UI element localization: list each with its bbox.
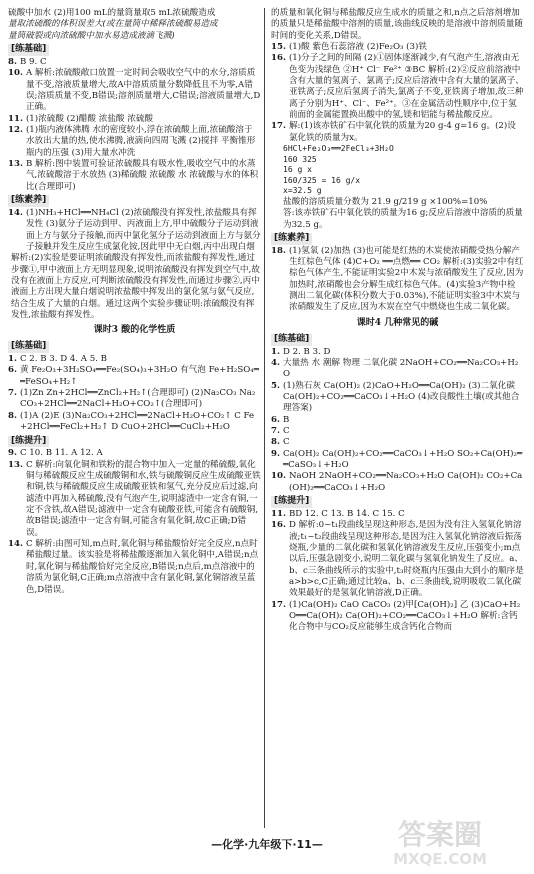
answer-number: 16. xyxy=(271,520,286,531)
answer-item xyxy=(8,411,261,434)
answer-item xyxy=(271,449,524,472)
answer-number: 13. xyxy=(8,159,23,169)
answer-number: 1. xyxy=(271,346,280,357)
answer-item xyxy=(271,121,524,144)
answer-number: 18. xyxy=(271,245,286,256)
answer-text: C xyxy=(282,425,290,436)
answer-number: 13. xyxy=(8,459,23,470)
answer-item xyxy=(8,365,261,388)
answer-number: 17. xyxy=(271,121,286,132)
left-intro xyxy=(8,8,261,42)
section-label: [练基础] xyxy=(8,341,49,353)
answer-list xyxy=(8,354,261,433)
answer-item xyxy=(271,42,524,53)
answer-item xyxy=(8,57,261,68)
answer-item xyxy=(271,437,524,448)
answer-number: 9. xyxy=(271,448,280,459)
text-line: 量取浓硫酸的体积误差大(或在量筒中稀释浓硫酸易造成 xyxy=(8,19,218,30)
section-label: [练素养] xyxy=(8,195,49,207)
answer-item xyxy=(8,539,261,596)
answer-text: 大量热 水 潮解 物理 二氧化碳 2NaOH+CO₂══Na₂CO₃+H₂O xyxy=(282,357,519,380)
answer-text: (1)酸 紫色石蕊溶液 (2)Fe₂O₃ (3)铁 xyxy=(288,42,427,53)
answer-number: 15. xyxy=(271,42,286,53)
answer-item xyxy=(271,358,524,381)
answer-text: A 解析:浓硫酸敞口放置一定时间会吸收空气中的水分,溶质质量不变,溶液质量增大,故A中溶质质量分数降低且不为零,A错误;溶质质量不变,B错误;溶剂质量增大,C错误;溶液质量增大,D正确。 xyxy=(25,68,261,113)
answer-number: 11. xyxy=(8,113,23,124)
answer-text: 黄 Fe₂O₃+3H₂SO₄══Fe₂(SO₄)₃+3H₂O 有气泡 Fe+H₂SO₄══FeSO₄+H₂↑ xyxy=(19,365,259,387)
answer-item xyxy=(271,426,524,437)
answer-text: B 解析:图中装置可验证浓硫酸具有吸水性,吸收空气中的水蒸气,浓硫酸溶于水放热 (3)稀硫酸 浓硫酸 水 浓硫酸与水的体积比(合理即可) xyxy=(25,159,259,192)
answer-number: 14. xyxy=(8,207,23,218)
answer-number: 14. xyxy=(8,539,23,550)
answer-list xyxy=(271,42,524,144)
answer-item xyxy=(271,600,524,634)
answer-list xyxy=(8,208,261,321)
answer-number: 10. xyxy=(8,68,23,79)
answer-list xyxy=(8,448,261,595)
answer-list xyxy=(271,246,524,314)
answer-item xyxy=(8,448,261,459)
answer-text: Ca(OH)₂ Ca(OH)₂+CO₂══CaCO₃↓+H₂O SO₂+Ca(OH)₂══CaSO₃↓+H₂O xyxy=(282,448,523,471)
answer-text: (1)瓶内液体沸腾 水的密度较小,浮在浓硫酸上面,浓硫酸溶于水放出大量的热,使水沸腾,液滴向四周飞溅 (2)搅拌 平衡锥形瓶内的压强 (3)用大量水冲洗 xyxy=(25,124,256,158)
answer-text: BD 12. C 13. B 14. C 15. C xyxy=(288,508,405,519)
answer-text: (1)NH₃+HCl══NH₄Cl (2)浓硫酸没有挥发性,浓盐酸具有挥发性 (3)氨分子运动到甲、丙液面上方,甲中硫酸分子运动到液面上方与氨分子接触,而丙中氯化氢分子运动到液面上方与氨分子接触并发生反应生成氯化铵,因此甲中无白烟,丙中出现白烟 xyxy=(25,207,261,252)
equation-line: 160/325 = 16 g/x xyxy=(283,175,361,185)
answer-item xyxy=(8,460,261,539)
page-footer: —化学·九年级下·11— xyxy=(211,838,323,851)
answer-number: 5. xyxy=(271,380,280,391)
answer-item xyxy=(8,159,261,193)
answer-item xyxy=(8,68,261,113)
column-divider xyxy=(264,8,265,828)
answer-text: NaOH 2NaOH+CO₂══Na₂CO₃+H₂O Ca(OH)₂ CO₂+Ca(OH)₂══CaCO₃↓+H₂O xyxy=(288,471,523,493)
lesson-title: 课时3 酸的化学性质 xyxy=(93,325,176,336)
answer-text: (1)Zn Zn+2HCl══ZnCl₂+H₂↑(合理即可) (2)Na₂CO₃ Na₂CO₃+2HCl══2NaCl+H₂O+CO₂↑(合理即可) xyxy=(19,388,256,410)
answer-number: 16. xyxy=(271,53,286,64)
answer-text: (1)浓硫酸 (2)醋酸 浓盐酸 浓硫酸 xyxy=(25,113,154,124)
answer-text: C 2. B 3. D 4. A 5. B xyxy=(19,354,107,365)
answer-text: D 解析:0~t₁段曲线呈现这种形态,是因为没有注入氢氧化钠溶液;t₁~t₂段曲线呈现这种形态,是因为注入氢氧化钠溶液后振荡烧瓶,少量的二氧化碳和氢氧化钠溶液发生反应,压强变小;m点以后,压强急剧变小,说明二氧化碳与氢氧化钠发生了反应。a、b、c三条曲线所示的实验中,t₃时烧瓶内压强由大到小的顺序是a>b>c,C正确;通过比较a、b、c三条曲线,说明吸收二氧化碳效果最好的是氢氧化钠溶液,D正确。 xyxy=(288,520,524,599)
text-line: 的质量和氧化铜与稀盐酸反应生成水的质量之和,n点之后溶剂增加的质量只是稀盐酸中溶剂的质量,该曲线反映的是溶液中溶剂质量随时间的变化关系,D错误。 xyxy=(271,8,523,41)
calculation-block xyxy=(271,144,524,231)
text-line: 硫酸中加水 (2)用100 mL的量筒量取5 mL浓硫酸造成 xyxy=(8,8,216,18)
section-label: [练提升] xyxy=(8,436,49,448)
answer-text: B xyxy=(282,414,290,425)
watermark-logo xyxy=(360,812,520,870)
answer-number: 6. xyxy=(8,365,17,376)
answer-text: 解:(1)该赤铁矿石中氧化铁的质量为20 g-4 g=16 g。(2)设氯化铁的质量为x。 xyxy=(288,121,516,143)
answer-text: (1)Ca(OH)₂ CaO CaCO₃ (2)甲[Ca(OH)₂] 乙 (3)CaO+H₂O══Ca(OH)₂ Ca(OH)₂+CO₂══CaCO₃↓+H₂O 解析:含钙化合物中与CO₂反应能够生成含钙化合物而 xyxy=(288,599,521,633)
section-label: [练素养] xyxy=(271,233,312,245)
equation-line: 16 g x xyxy=(283,165,312,175)
answer-number: 1. xyxy=(8,354,17,365)
answer-list xyxy=(271,347,524,494)
answer-item xyxy=(8,208,261,253)
answer-number: 7. xyxy=(271,425,280,436)
answer-item xyxy=(8,354,261,365)
watermark-text: 答案圈 xyxy=(397,818,483,851)
right-intro xyxy=(271,8,524,42)
answer-item xyxy=(271,347,524,358)
answer-text: B 9. C xyxy=(19,56,47,67)
answer-item xyxy=(8,125,261,159)
answer-list xyxy=(8,57,261,193)
answer-item xyxy=(271,471,524,494)
answer-item xyxy=(8,114,261,125)
answer-number: 8. xyxy=(271,437,280,448)
answer-number: 9. xyxy=(8,448,17,459)
answer-item xyxy=(8,388,261,411)
section-label: [练基础] xyxy=(271,334,312,346)
answer-text: C 解析:向氧化铜和铁粉的混合物中加入一定量的稀硫酸,氧化铜与稀硫酸反应生成硫酸铜和水,铁与硫酸铜反应生成硫酸亚铁和铜,铁与稀硫酸反应生成硫酸亚铁和氢气,充分反应后过滤,向滤渣中再加入稀硫酸,没有气泡产生,说明滤渣中一定含有铜,一定不含铁,故A错误;滤液中一定含有硫酸亚铁,可能含有硫酸铜,故B错误;滤渣中一定含有铜,可能含有氧化铜,故C正确;D错误。 xyxy=(25,459,261,538)
section-label: [练提升] xyxy=(271,496,312,508)
equation-line: 盐酸的溶质质量分数为 21.9 g/219 g ×100%=10% xyxy=(283,196,488,207)
answer-number: 4. xyxy=(271,357,280,368)
answer-number: 11. xyxy=(271,508,286,519)
answer-text: (1)氢氧 (2)加热 (3)也可能是红热的木炭使浓硝酸受热分解产生红棕色气体 (4)C+O₂ ══点燃══ CO₂ 解析:(3)实验2中有红棕色气体产生,不能证明实验2中木炭与浓硝酸发生了反应,因为加热时,浓硝酸也会分解生成红棕色气体。(4)实验3产物中检测出二氧化碳(体积分数大于0.03%),不能证明实验3中木炭与浓硝酸发生了反应,因为木炭在空气中燃烧也生成二氧化碳。 xyxy=(288,245,524,313)
answer-text: C xyxy=(282,437,290,448)
text-line: 量筒破裂或向浓硫酸中加水易造成液滴飞溅) xyxy=(8,30,175,41)
answer-item xyxy=(271,246,524,314)
equation-line: 6HCl+Fe₂O₃══2FeCl₃+3H₂O xyxy=(283,144,394,154)
left-column xyxy=(8,8,261,596)
answer-number: 12. xyxy=(8,124,23,135)
answer-text: (1)熟石灰 Ca(OH)₂ (2)CaO+H₂O══Ca(OH)₂ (3)二氧化碳 Ca(OH)₂+CO₂══CaCO₃↓+H₂O (4)改良酸性土壤(或其他合理答案) xyxy=(282,380,520,414)
answer-item xyxy=(271,509,524,520)
answer-text: C 解析:由图可知,m点时,氧化铜与稀盐酸恰好完全反应,n点时稀盐酸过量。该实验是将稀盐酸逐渐加入氧化铜中,A错误;n点时,氧化铜与稀盐酸恰好完全反应,B错误;n点后,m点溶液中的溶质为氯化铜,C正确;m点溶液中含有氯化铜,氯化铜溶液呈蓝色,D错误。 xyxy=(25,539,259,595)
answer-item xyxy=(271,520,524,599)
answer-item xyxy=(271,381,524,415)
equation-line: x=32.5 g xyxy=(283,186,322,196)
answer-number: 8. xyxy=(8,56,17,67)
answer-item xyxy=(8,253,261,321)
answer-text: (1)分子之间的间隔 (2)①固体逐渐减少,有气泡产生,溶液由无色变为浅绿色 ②H⁺ Cl⁻ Fe²⁺ ③BC 解析:(2)②反应前溶液中含有大量的氢离子、氯离子;反应后溶液中含有大量的氯离子、亚铁离子;反应后氢离子消失,氯离子不变,亚铁离子增加,故三种离子分别为H⁺、Cl⁻、Fe²⁺。③在金属活动性顺序中,位于氢前面的金属能置换出酸中的氢,镁和铝能与稀盐酸反应。 xyxy=(288,53,524,121)
answer-list xyxy=(271,509,524,634)
answer-number: 7. xyxy=(8,388,17,399)
answer-number: 6. xyxy=(271,414,280,425)
answer-text: D 2. B 3. D xyxy=(282,346,331,357)
equation-line: 160 325 xyxy=(283,154,317,164)
answer-text: 解析:(2)实验是要证明浓硫酸没有挥发性,而浓盐酸有挥发性,通过步骤①,甲中液面上方无明显现象,说明浓硫酸没有挥发到空气中,故没有在液面上方反应,可判断浓硫酸没有挥发性,而通过步骤②,丙中液面上方出现大量白烟说明浓盐酸中挥发出的氯化氢与氨气反应,结合生成了大量的白烟。通过这两个实验步骤证明:浓硫酸没有挥发性,浓盐酸有挥发性。 xyxy=(11,253,260,320)
answer-text: (1)A (2)E (3)Na₂CO₃+2HCl══2NaCl+H₂O+CO₂↑ C Fe+2HCl══FeCl₂+H₂↑ D CuO+2HCl══CuCl₂+H₂O xyxy=(19,410,255,433)
conclusion-line: 答:该赤铁矿石中氧化铁的质量为16 g;反应后溶液中溶质的质量为32.5 g。 xyxy=(283,208,523,230)
answer-number: 10. xyxy=(271,471,286,482)
watermark-url: MXQE.COM xyxy=(393,850,487,868)
answer-item xyxy=(271,53,524,121)
answer-item xyxy=(271,415,524,426)
section-label: [练基础] xyxy=(8,44,49,56)
answer-number: 17. xyxy=(271,599,286,610)
lesson-title: 课时4 几种常见的碱 xyxy=(356,317,439,328)
answer-text: C 10. B 11. A 12. A xyxy=(19,448,103,459)
answer-number: 8. xyxy=(8,410,17,421)
right-column xyxy=(271,8,524,634)
